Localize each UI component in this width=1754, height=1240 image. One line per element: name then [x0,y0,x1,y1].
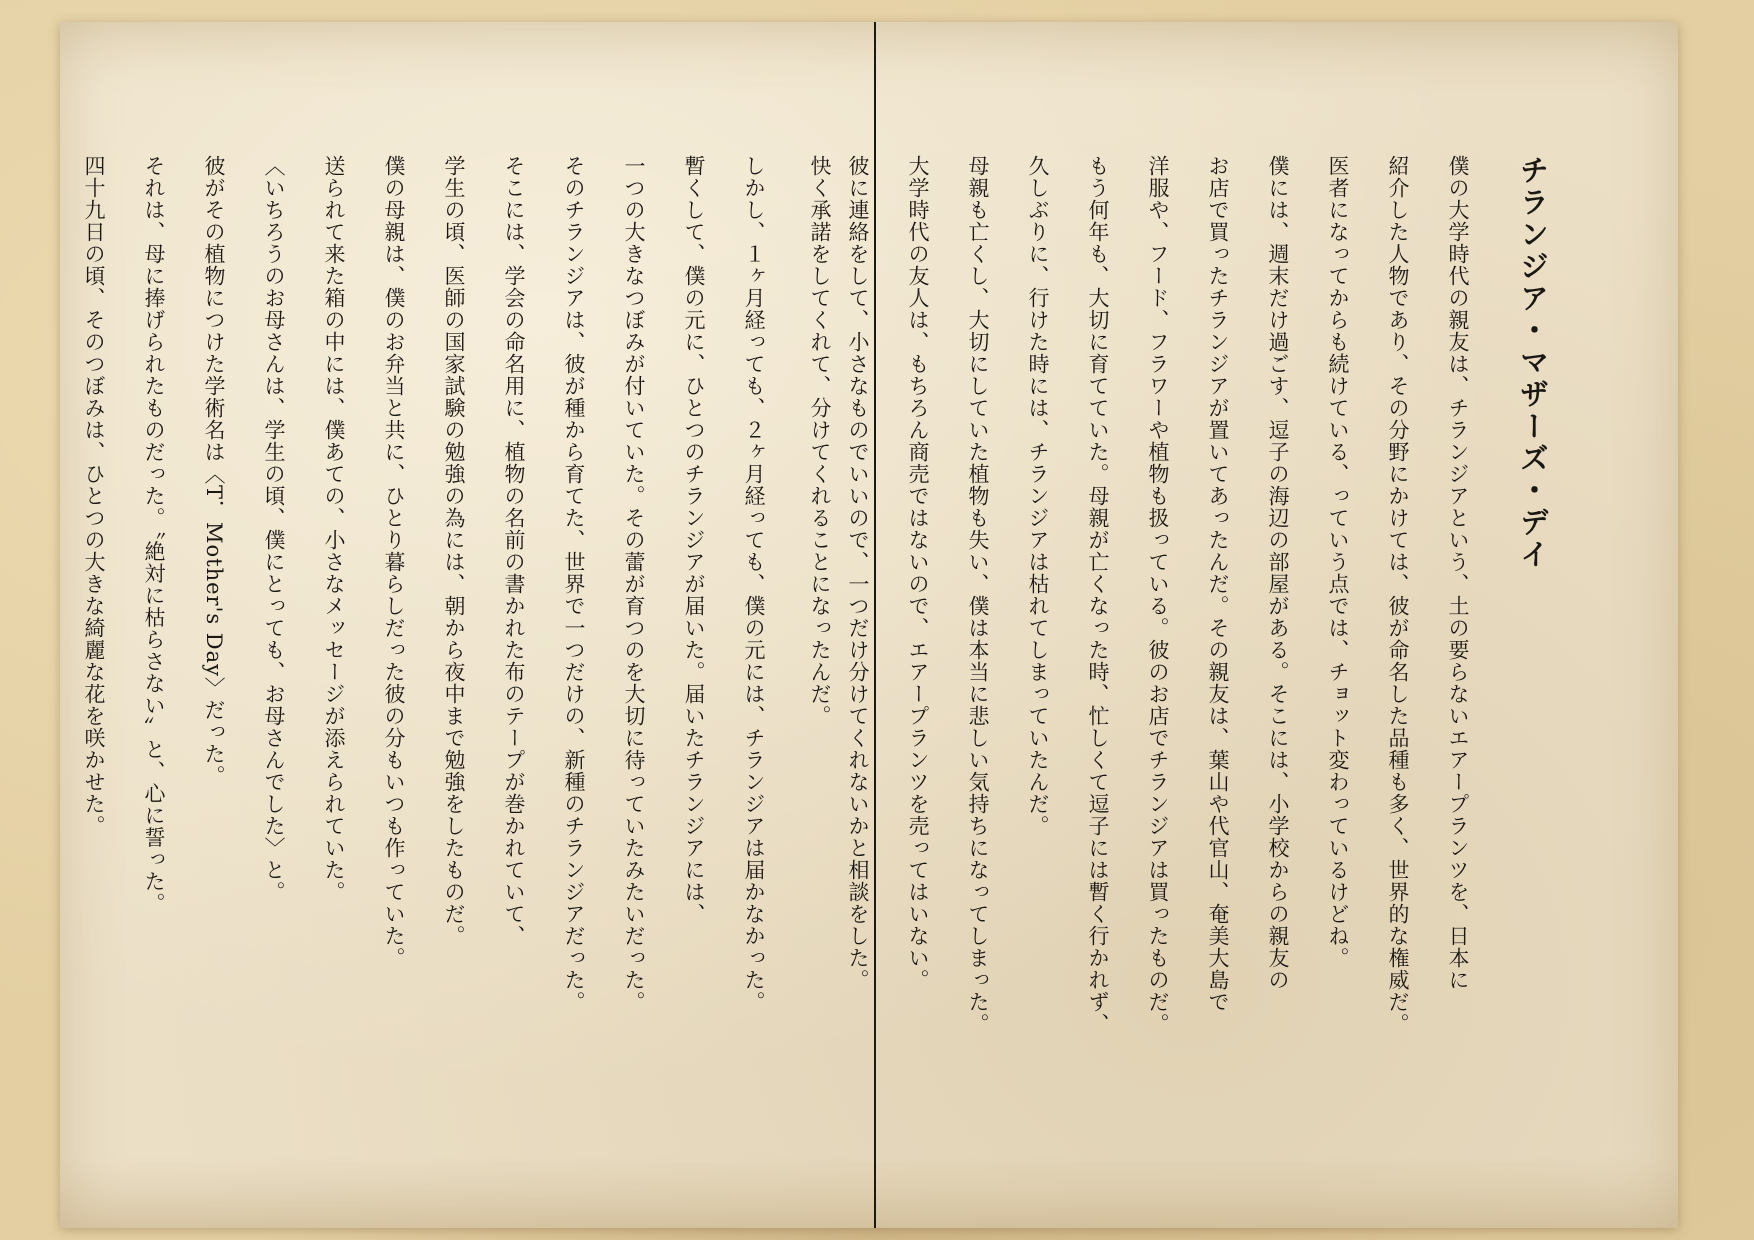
text-line: 母親も亡くし、大切にしていた植物も失い、僕は本当に悲しい気持ちになってしまった。 [966,155,990,1035]
text-line: そこには、学会の命名用に、植物の名前の書かれた布のテープが巻かれていて、 [502,155,526,947]
text-line: もう何年も、大切に育てていた。母親が亡くなった時、忙しくて逗子には暫く行かれず、 [1086,155,1110,1035]
text-line: 洋服や、フード、フラワーや植物も扱っている。彼のお店でチランジアは買ったものだ。 [1146,155,1170,1035]
text-line: 僕には、週末だけ過ごす、逗子の海辺の部屋がある。そこには、小学校からの親友の [1266,155,1290,991]
text-line: 一つの大きなつぼみが付いていた。その蕾が育つのを大切に待っていたみたいだった。 [622,155,646,1013]
right-page [846,155,1558,1195]
text-line: 僕の母親は、僕のお弁当と共に、ひとり暮らしだった彼の分もいつも作っていた。 [382,155,406,969]
text-line: そのチランジアは、彼が種から育てた、世界で一つだけの、新種のチランジアだった。 [562,155,586,1013]
text-line: 学生の頃、医師の国家試験の勉強の為には、朝から夜中まで勉強をしたものだ。 [442,155,466,947]
text-line: 彼がその植物につけた学術名は〈T．Mother's Day〉だった。 [202,155,226,788]
text-line: お店で買ったチランジアが置いてあったんだ。その親友は、葉山や代官山、奄美大島で [1206,155,1230,1013]
text-line: 久しぶりに、行けた時には、チランジアは枯れてしまっていたんだ。 [1026,155,1050,837]
story-title: チランジア・マザーズ・デイ [1516,155,1550,571]
text-line: 僕の大学時代の親友は、チランジアという、土の要らないエアープランツを、日本に [1446,155,1470,991]
text-line: 〈いちろうのお母さんは、学生の頃、僕にとっても、お母さんでした〉と。 [262,155,286,903]
text-line: 快く承諾をしてくれて、分けてくれることになったんだ。 [808,155,832,727]
text-line: 紹介した人物であり、その分野にかけては、彼が命名した品種も多く、世界的な権威だ。 [1386,155,1410,1035]
text-line: 大学時代の友人は、もちろん商売ではないので、エアープランツを売ってはいない。 [906,155,930,991]
text-line: しかし、１ヶ月経っても、２ヶ月経っても、僕の元には、チランジアは届かなかった。 [742,155,766,1013]
text-line: それは、母に捧げられたものだった。〝絶対に枯らさない〟と、心に誓った。 [142,155,166,915]
text-line: 彼に連絡をして、小さなものでいいので、一つだけ分けてくれないかと相談をした。 [846,155,870,991]
text-line: 暫くして、僕の元に、ひとつのチランジアが届いた。届いたチランジアには、 [682,155,706,925]
text-line: 送られて来た箱の中には、僕あての、小さなメッセージが添えられていた。 [322,155,346,903]
text-line: 医者になってからも続けている、っていう点では、チョット変わっているけどね。 [1326,155,1350,969]
text-line: 四十九日の頃、そのつぼみは、ひとつの大きな綺麗な花を咲かせた。 [82,155,106,837]
left-page [70,155,850,1195]
